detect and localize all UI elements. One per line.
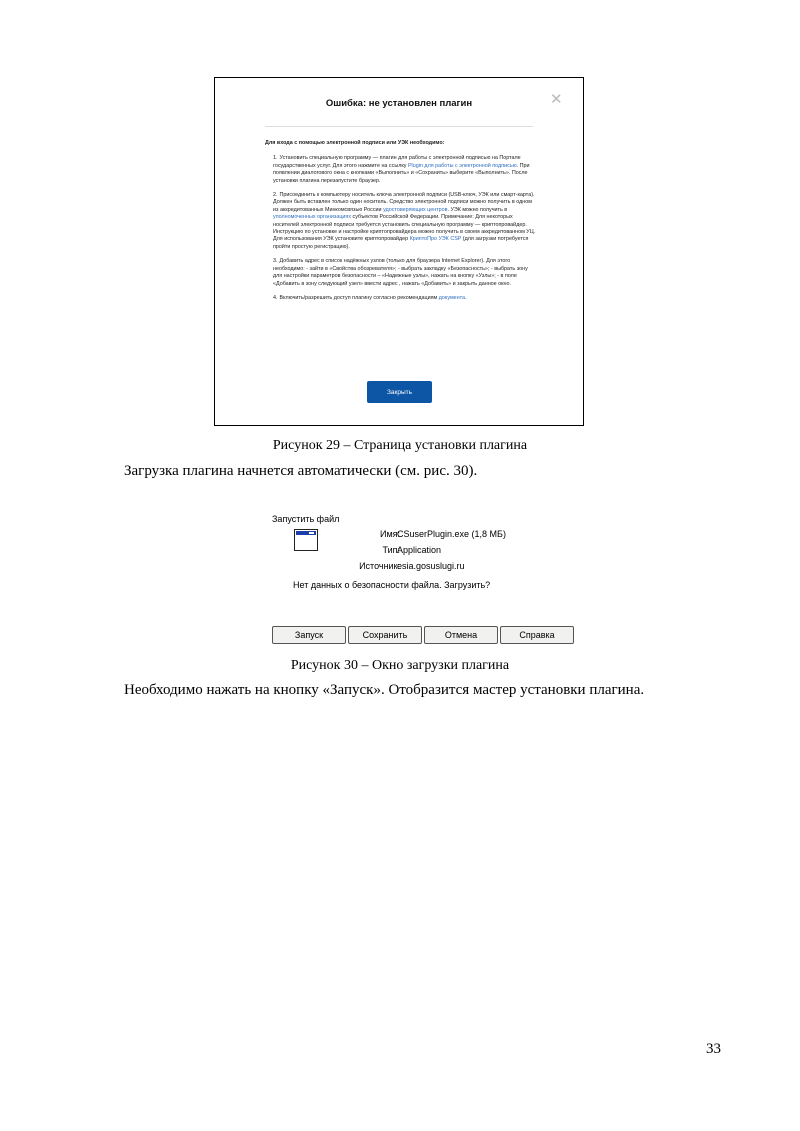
instruction-item [273, 155, 537, 185]
file-source-value: esia.gosuslugi.ru [397, 561, 465, 571]
instruction-text: . При появлении диалогового окна с кнопками «Выполнить» и «Сохранить» выберите «Выполнить». После установки плагина перезапустите браузер. [273, 162, 530, 184]
instruction-text: Установить специальную программу — плагин для работы с электронной подписью на Портале государственных услуг. Для этого нажмите на ссылку [273, 155, 521, 169]
figure-29-plugin-error-dialog [214, 77, 584, 426]
instruction-item [273, 258, 537, 288]
instruction-link[interactable]: КриптоПро УЭК CSP [409, 236, 462, 243]
instruction-text: . [465, 294, 467, 301]
file-type-row [268, 545, 578, 557]
instruction-link[interactable]: Plugin для работы с электронной подписью [407, 162, 517, 169]
instructions-list [265, 155, 537, 302]
help-button[interactable]: Справка [500, 626, 574, 644]
instruction-link[interactable]: уполномоченных организациях [273, 214, 352, 221]
file-source-row [268, 561, 578, 573]
figure-29-caption: Рисунок 29 – Страница установки плагина [272, 438, 528, 453]
dialog-title: Ошибка: не установлен плагин [325, 98, 473, 109]
instruction-text: субъектов Российской Федерации. Примечание: Для некоторых носителей электронной подписи требуется установить специальную программу — криптопровайдер. Инструкцию по установке и настройке криптопровайдера можно получить в своем аккредитованном УЦ. Для использования УЭК установите криптопровайдер [273, 214, 536, 243]
dialog-intro: Для входа с помощью электронной подписи или УЭК необходимо: [265, 140, 445, 146]
close-icon[interactable]: ✕ [550, 91, 563, 108]
instruction-text: (для загрузки потребуется пройти простую регистрацию). [273, 236, 529, 250]
file-name-value: CSuserPlugin.exe (1,8 МБ) [397, 529, 506, 539]
paragraph-click-run: Необходимо нажать на кнопку «Запуск». Отобразится мастер установки плагина. [124, 682, 645, 698]
save-button[interactable]: Сохранить [348, 626, 422, 644]
file-type-value: Application [397, 545, 442, 555]
instruction-item [273, 295, 537, 302]
figure-30-caption: Рисунок 30 – Окно загрузки плагина [290, 658, 510, 673]
file-name-row [268, 529, 578, 541]
instruction-number: 4. [273, 294, 278, 301]
file-type-label: Тип: [382, 545, 400, 555]
close-button[interactable]: Закрыть [367, 381, 432, 403]
dialog-body [265, 140, 537, 309]
instruction-number: 2. [273, 192, 278, 199]
security-question: Нет данных о безопасности файла. Загрузить? [293, 580, 491, 590]
file-source-label: Источник: [359, 561, 400, 571]
instruction-item [273, 192, 537, 251]
page-number: 33 [706, 1041, 721, 1057]
instruction-text: . УЭК можно получить в [447, 206, 508, 213]
instruction-number: 3. [273, 258, 278, 265]
instruction-link[interactable]: документа [438, 294, 466, 301]
file-name-label: Имя: [379, 529, 400, 539]
instruction-text: Присоединить к компьютеру носитель ключа электронной подписи (USB-ключ, УЭК или смарт-карта). Должен быть вставлен только один носитель. Средство электронной подписи можно получить в одном из аккредитованных Минкомсвязью России [273, 192, 535, 213]
figure-30-run-file-dialog [268, 510, 578, 650]
run-file-title: Запустить файл [272, 514, 340, 524]
instruction-link[interactable]: удостоверяющих центров [383, 206, 448, 213]
dialog-divider [265, 126, 533, 127]
instruction-number: 1. [273, 155, 278, 162]
cancel-button[interactable]: Отмена [424, 626, 498, 644]
run-button[interactable]: Запуск [272, 626, 346, 644]
instruction-text: Включить/разрешить доступ плагину согласно рекомендациям [279, 294, 439, 301]
instruction-text: Добавить адрес в список надёжных узлов (только для браузера Internet Explorer). Для этого необходимо: - зайти в «Свойства обозревателя»; - выбрать закладку «Безопасность»; - выбрать зону для настройки параметров безопасности – «Надежные узлы», нажать на кнопку «Узлы»; - в поле «Добавить в зону следующий узел» ввести адрес , нажать «Добавить» и закрыть данное окно. [273, 258, 528, 287]
paragraph-auto-download: Загрузка плагина начнется автоматически (см. рис. 30). [124, 463, 478, 479]
